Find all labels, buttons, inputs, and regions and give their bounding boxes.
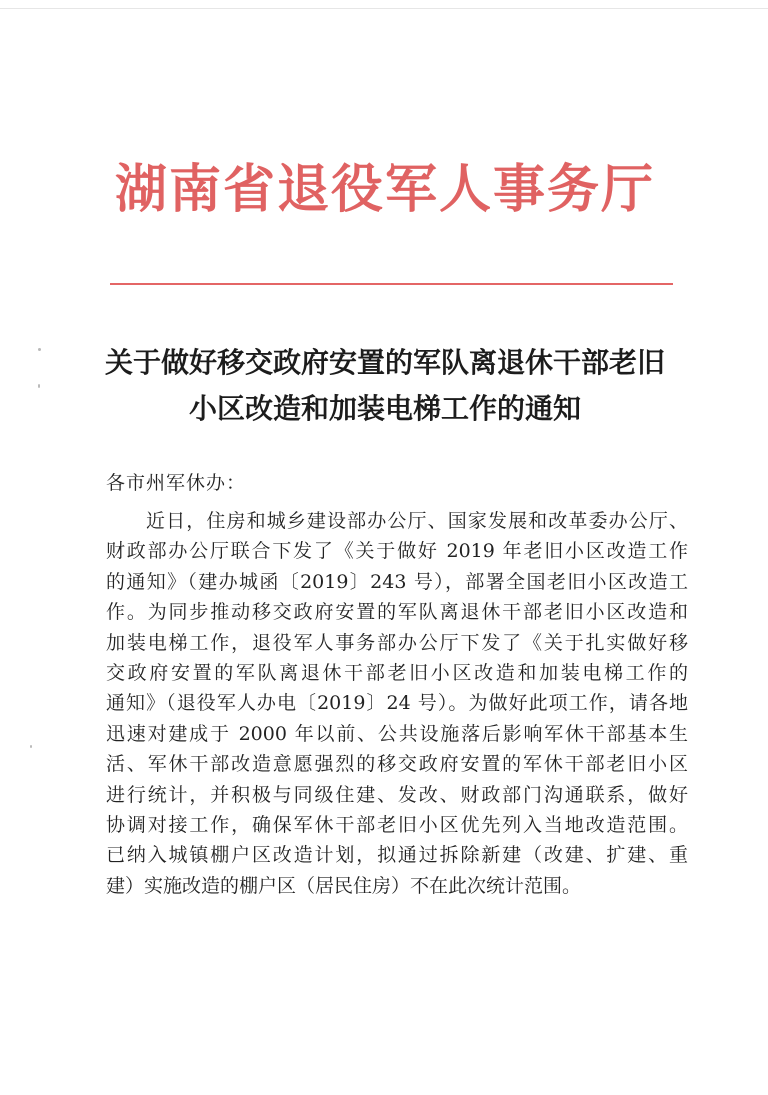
body-line: 作。为同步推动移交政府安置的军队离退休干部老旧小区改造和 [106, 601, 688, 624]
body-line: 通知》（退役军人办电〔2019〕24 号）。为做好此项工作，请各地 [106, 692, 688, 715]
header-red-rule [110, 283, 673, 285]
body-line: 财政部办公厅联合下发了《关于做好 2019 年老旧小区改造工作 [106, 540, 688, 563]
body-line: 建）实施改造的棚户区（居民住房）不在此次统计范围。 [106, 874, 582, 897]
body-paragraph [106, 506, 688, 901]
body-line: 迅速对建成于 2000 年以前、公共设施落后影响军休干部基本生 [106, 722, 688, 745]
scan-speck [38, 348, 41, 351]
body-line: 进行统计，并积极与同级住建、发改、财政部门沟通联系，做好 [106, 783, 688, 806]
body-line: 加装电梯工作，退役军人事务部办公厅下发了《关于扎实做好移 [106, 631, 688, 654]
scan-edge-line [0, 8, 768, 9]
body-line: 交政府安置的军队离退休干部老旧小区改造和加装电梯工作的 [106, 661, 688, 684]
scan-speck [38, 384, 40, 388]
salutation: 各市州军休办： [106, 472, 247, 494]
scan-speck [30, 745, 32, 748]
title-line-2: 小区改造和加装电梯工作的通知 [188, 392, 581, 425]
agency-header: 湖南省退役军人事务厅 [114, 160, 655, 220]
body-line: 已纳入城镇棚户区改造计划，拟通过拆除新建（改建、扩建、重 [106, 844, 688, 867]
body-line: 近日，住房和城乡建设部办公厅、国家发展和改革委办公厅、 [146, 510, 688, 532]
body-line: 活、军休干部改造意愿强烈的移交政府安置的军休干部老旧小区 [106, 753, 688, 776]
body-line: 的通知》（建办城函〔2019〕243 号），部署全国老旧小区改造工 [106, 570, 688, 593]
title-line-1: 关于做好移交政府安置的军队离退休干部老旧 [104, 346, 665, 379]
body-line: 协调对接工作，确保军休干部老旧小区优先列入当地改造范围。 [106, 813, 688, 836]
document-title [80, 340, 690, 432]
